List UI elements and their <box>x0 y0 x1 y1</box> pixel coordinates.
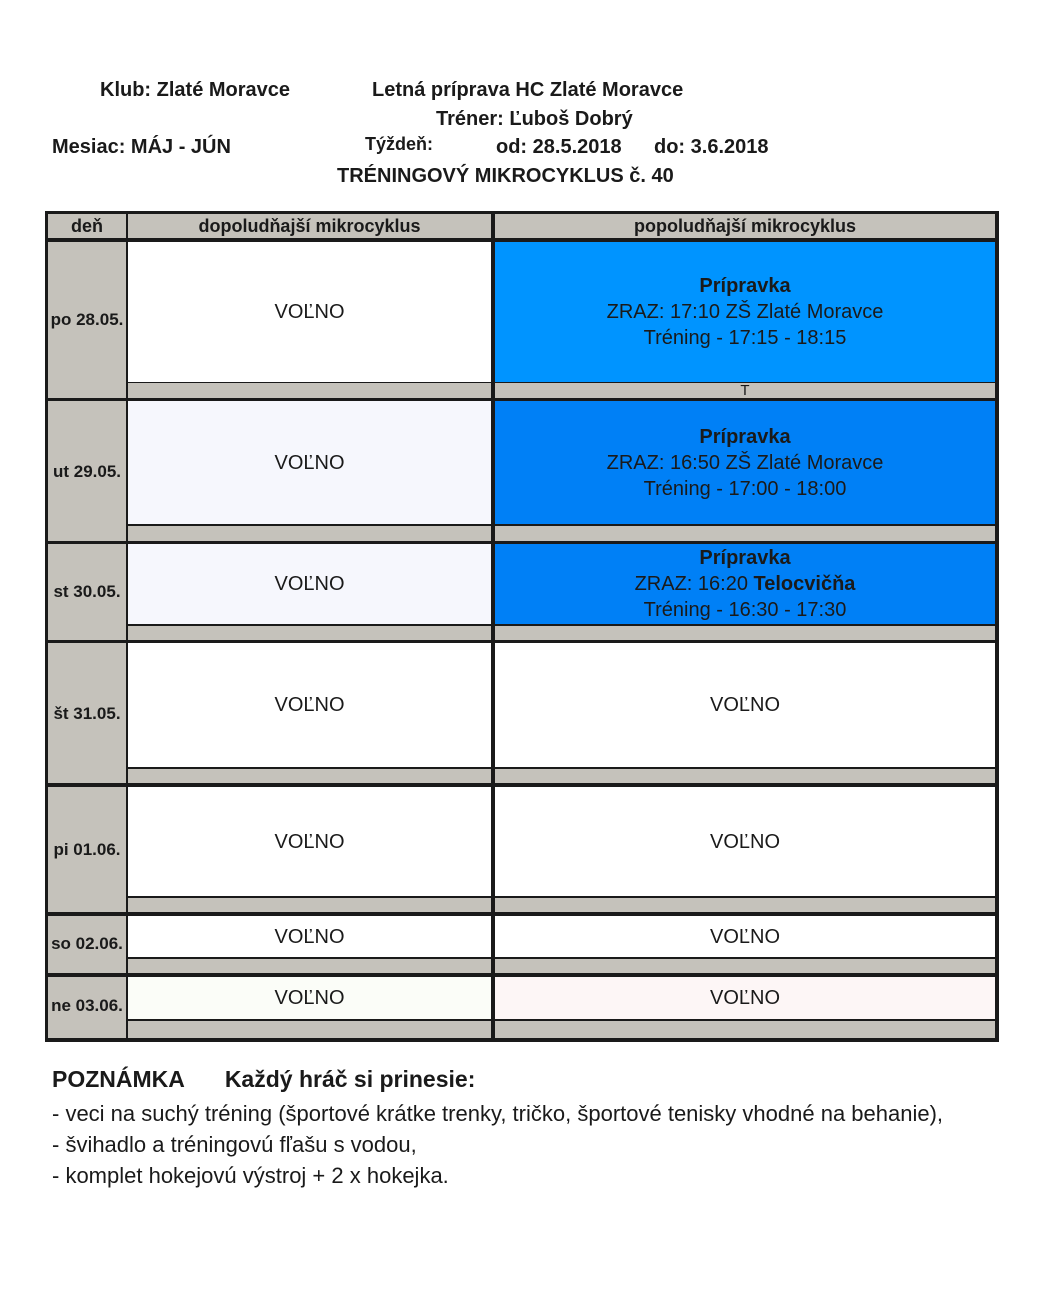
training-block <box>495 242 995 382</box>
column-header-afternoon: popoludňajší mikrocyklus <box>633 216 857 236</box>
morning-text: VOĽNO <box>274 987 345 1009</box>
month-label: Mesiac: MÁJ - JÚN <box>52 136 231 158</box>
note-heading <box>52 1066 475 1093</box>
training-group: Prípravka <box>699 275 791 297</box>
afternoon-text: VOĽNO <box>709 694 781 716</box>
trainer-name: Tréner: Ľuboš Dobrý <box>436 108 633 130</box>
training-time: Tréning - 17:00 - 18:00 <box>643 477 847 500</box>
day-label: so 02.06. <box>51 934 123 953</box>
microcycle-title: TRÉNINGOVÝ MIKROCYKLUS č. 40 <box>337 165 674 187</box>
club-name: Klub: Zlaté Moravce <box>100 79 291 101</box>
training-group: Prípravka <box>699 547 791 569</box>
row-footer <box>495 626 995 640</box>
footer-mark: T <box>740 382 750 399</box>
morning-text: VOĽNO <box>274 573 345 595</box>
row-footer <box>495 898 995 912</box>
note-label: POZNÁMKA <box>52 1066 185 1092</box>
morning-text: VOĽNO <box>274 925 345 948</box>
morning-text: VOĽNO <box>274 301 345 323</box>
week-label: Týždeň: <box>365 134 434 154</box>
row-footer <box>495 959 995 973</box>
week-from: od: 28.5.2018 <box>496 136 622 158</box>
training-time: Tréning - 17:15 - 18:15 <box>643 327 847 349</box>
day-label: ne 03.06. <box>51 996 123 1015</box>
row-footer <box>495 769 995 783</box>
afternoon-text: VOĽNO <box>709 925 781 948</box>
morning-text: VOĽNO <box>274 451 345 474</box>
afternoon-text: VOĽNO <box>709 830 781 853</box>
page-title: Letná príprava HC Zlaté Moravce <box>372 79 684 101</box>
morning-text: VOĽNO <box>274 694 345 716</box>
afternoon-text: VOĽNO <box>709 987 781 1009</box>
note-line: - komplet hokejovú výstroj + 2 x hokejka. <box>52 1163 449 1188</box>
day-label: st 30.05. <box>53 582 121 601</box>
note-line: - veci na suchý tréning (športové krátke trenky, tričko, športové tenisky vhodné na behanie), <box>52 1101 944 1126</box>
week-to: do: 3.6.2018 <box>654 136 769 158</box>
training-time: Tréning - 16:30 - 17:30 <box>643 599 847 621</box>
note-list <box>52 1098 1012 1191</box>
gather-line: ZRAZ: 16:50 ZŠ Zlaté Moravce <box>606 451 884 474</box>
row-footer <box>128 769 491 783</box>
note-subtitle: Každý hráč si prinesie: <box>224 1066 476 1092</box>
row-footer <box>128 898 491 912</box>
row-footer <box>128 1021 491 1038</box>
column-header-day: deň <box>70 216 103 236</box>
row-footer <box>495 526 995 541</box>
training-group: Prípravka <box>699 425 791 448</box>
row-footer <box>128 526 491 541</box>
morning-text: VOĽNO <box>274 830 345 853</box>
training-block <box>495 401 995 524</box>
day-label: ut 29.05. <box>52 462 122 481</box>
row-footer <box>495 1021 995 1038</box>
column-header-morning: dopoludňajší mikrocyklus <box>198 216 421 236</box>
day-label: št 31.05. <box>53 704 121 723</box>
row-footer <box>128 626 491 640</box>
row-footer <box>128 383 491 398</box>
training-block <box>495 544 995 624</box>
day-label: pi 01.06. <box>53 840 121 859</box>
row-footer <box>128 959 491 973</box>
day-label: po 28.05. <box>50 310 124 329</box>
note-line: - švihadlo a tréningovú fľašu s vodou, <box>52 1132 417 1157</box>
gather-line: ZRAZ: 17:10 ZŠ Zlaté Moravce <box>606 301 884 323</box>
schedule-table <box>45 211 999 1042</box>
gather-line: ZRAZ: 16:20 Telocvičňa <box>634 573 856 595</box>
